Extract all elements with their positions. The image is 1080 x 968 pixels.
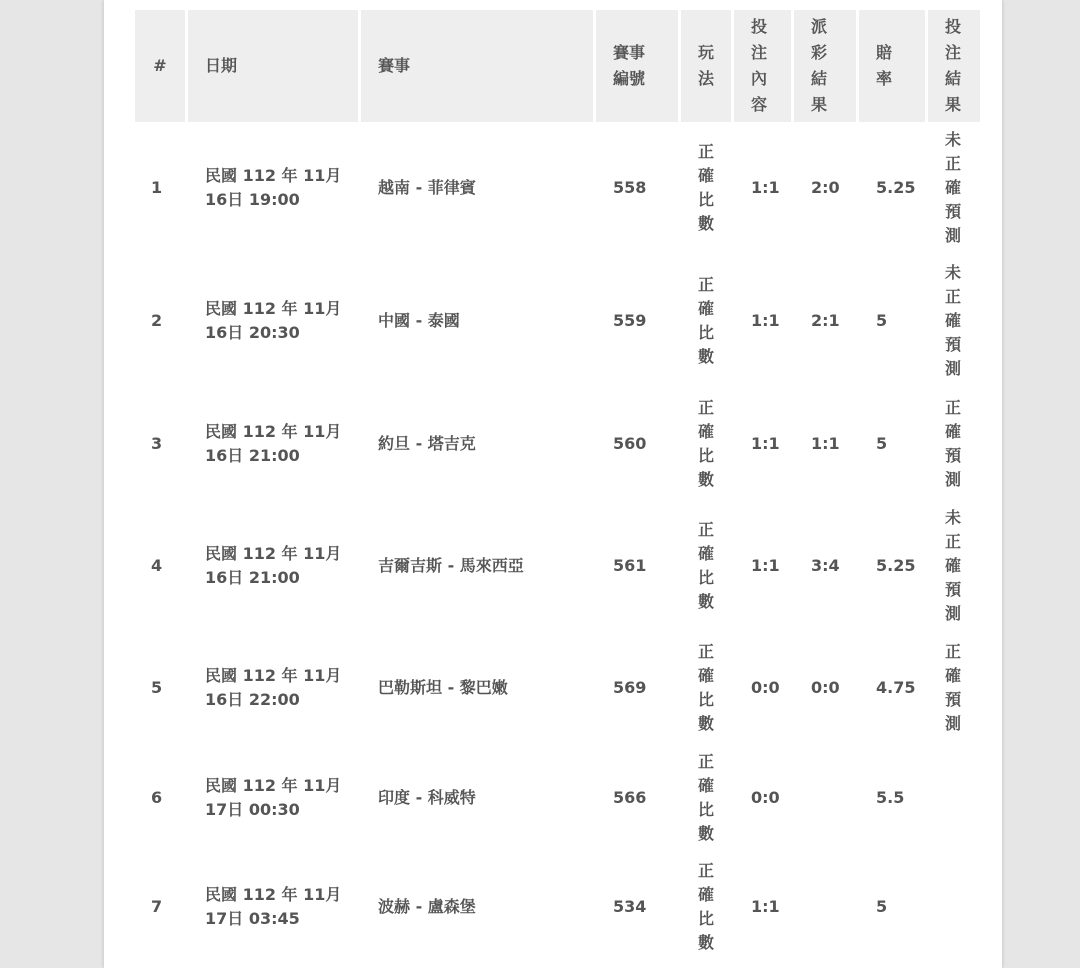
cell-odds: 5.25: [876, 556, 916, 575]
cell-num: 1: [151, 178, 163, 197]
header-play[interactable]: 玩法: [681, 10, 731, 122]
cell-odds: 4.75: [876, 678, 916, 697]
cell-match: 印度 - 科威特: [378, 788, 476, 807]
cell-match-no: 558: [613, 178, 647, 197]
table-row: [135, 388, 980, 500]
table-row: [135, 632, 980, 744]
cell-play: 正確比數: [698, 275, 715, 366]
cell-bet-result: 正確預測: [945, 642, 962, 733]
cell-num: 3: [151, 434, 163, 453]
cell-odds: 5: [876, 434, 888, 453]
cell-result: 2:0: [811, 178, 840, 197]
header-result[interactable]: 派彩結果: [794, 10, 856, 122]
cell-num: 2: [151, 311, 163, 330]
cell-date: 民國 112 年 11月 16日 20:30: [205, 299, 342, 342]
cell-match-no: 534: [613, 897, 647, 916]
header-bet-result[interactable]: 投注結果: [928, 10, 980, 122]
cell-result: 2:1: [811, 311, 840, 330]
cell-bet-content: 1:1: [751, 556, 780, 575]
cell-date: 民國 112 年 11月 16日 21:00: [205, 422, 342, 465]
cell-result: [794, 852, 856, 962]
cell-odds: 5.25: [876, 178, 916, 197]
cell-match-no: 560: [613, 434, 647, 453]
left-background: [0, 0, 104, 968]
table-row: [135, 254, 980, 388]
cell-bet-content: 1:1: [751, 434, 780, 453]
header-match[interactable]: 賽事: [361, 10, 593, 122]
cell-bet-result: [928, 744, 980, 852]
header-date[interactable]: 日期: [188, 10, 358, 122]
cell-date: 民國 112 年 11月 17日 00:30: [205, 776, 342, 819]
cell-odds: 5.5: [876, 788, 905, 807]
cell-bet-content: 1:1: [751, 178, 780, 197]
cell-match: 巴勒斯坦 - 黎巴嫩: [378, 678, 508, 697]
table-row: [135, 852, 980, 962]
cell-bet-content: 0:0: [751, 678, 780, 697]
cell-match: 波赫 - 盧森堡: [378, 897, 476, 916]
cell-date: 民國 112 年 11月 16日 22:00: [205, 666, 342, 709]
table-header-row: [135, 10, 980, 122]
cell-play: 正確比數: [698, 752, 715, 843]
cell-match-no: 561: [613, 556, 647, 575]
table-row: [135, 744, 980, 852]
cell-result: 0:0: [811, 678, 840, 697]
content-panel: [104, 0, 1002, 968]
cell-bet-result: 未正確預測: [945, 508, 962, 623]
header-num[interactable]: #: [135, 10, 185, 122]
cell-bet-result: 未正確預測: [945, 130, 962, 245]
cell-date: 民國 112 年 11月 16日 19:00: [205, 166, 342, 209]
table-row: [135, 500, 980, 632]
cell-play: 正確比數: [698, 520, 715, 611]
cell-play: 正確比數: [698, 861, 715, 952]
cell-match-no: 569: [613, 678, 647, 697]
cell-date: 民國 112 年 11月 17日 03:45: [205, 885, 342, 928]
cell-bet-content: 0:0: [751, 788, 780, 807]
cell-num: 6: [151, 788, 163, 807]
cell-play: 正確比數: [698, 398, 715, 489]
cell-num: 4: [151, 556, 163, 575]
cell-odds: 5: [876, 897, 888, 916]
cell-bet-result: 正確預測: [945, 398, 962, 489]
cell-num: 5: [151, 678, 163, 697]
cell-match-no: 559: [613, 311, 647, 330]
cell-result: 3:4: [811, 556, 840, 575]
header-match-no[interactable]: 賽事編號: [596, 10, 678, 122]
cell-match: 吉爾吉斯 - 馬來西亞: [378, 556, 524, 575]
header-odds[interactable]: 賠率: [859, 10, 925, 122]
cell-result: [794, 744, 856, 852]
cell-match-no: 566: [613, 788, 647, 807]
cell-bet-result: [928, 852, 980, 962]
cell-date: 民國 112 年 11月 16日 21:00: [205, 544, 342, 587]
cell-match: 約旦 - 塔吉克: [378, 434, 476, 453]
cell-match: 越南 - 菲律賓: [378, 178, 476, 197]
cell-match: 中國 - 泰國: [378, 311, 460, 330]
cell-odds: 5: [876, 311, 888, 330]
cell-play: 正確比數: [698, 642, 715, 733]
cell-bet-result: 未正確預測: [945, 263, 962, 378]
cell-bet-content: 1:1: [751, 897, 780, 916]
cell-play: 正確比數: [698, 142, 715, 233]
bet-history-table: [132, 10, 983, 962]
cell-bet-content: 1:1: [751, 311, 780, 330]
cell-result: 1:1: [811, 434, 840, 453]
header-bet-content[interactable]: 投注內容: [734, 10, 791, 122]
right-background: [1002, 0, 1080, 968]
cell-num: 7: [151, 897, 163, 916]
table-row: [135, 122, 980, 254]
